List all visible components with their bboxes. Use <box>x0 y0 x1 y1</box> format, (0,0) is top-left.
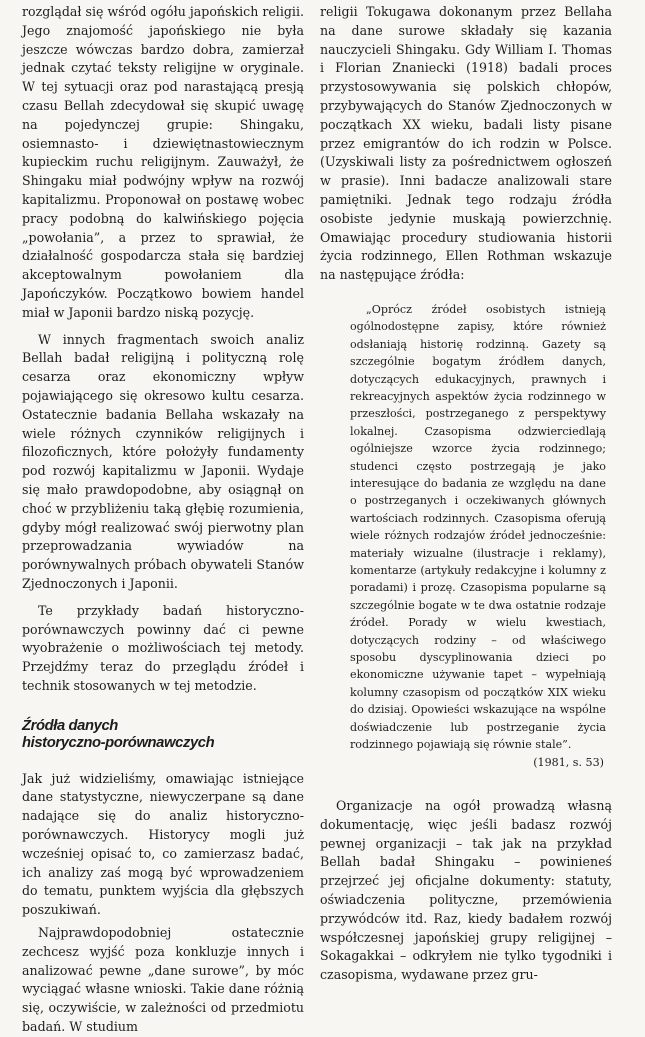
right-paragraph-1: religii Tokugawa dokonanym przez Bellaha na dane surowe składały się kazania nauczycieli Shingaku. Gdy William I. Thomas i Florian Znaniecki (1918) badali proces przystosowywania się polskich chłopów, przybywających do Stanów Zjednoczonych w początkach XX wieku, badali listy pisane przez emigrantów do ich rodzin w Polsce. (Uzyskiwali listy za pośrednictwem ogłoszeń w prasie). Inni badacze analizowali stare pamiętniki. Jednak tego rodzaju źródła osobiste jedynie muskają powierzchnię. Omawiając procedury studiowania historii życia rodzinnego, Ellen Rothman wskazuje na następujące źródła: <box>320 4 612 283</box>
left-paragraph-4: Jak już widzieliśmy, omawiając istniejące dane statystyczne, niewyczerpane są dane nadające się do analiz historyczno-porównawczych. Historycy mogli już wcześniej opisać to, co zamierzasz badać, ich analizy zaś mogą być wprowadzeniem do tematu, punktem wyjścia dla głębszych poszukiwań. <box>22 770 304 918</box>
quote-citation: (1981, s. 53) <box>533 755 604 769</box>
section-heading-line-1: Źródła danych <box>22 717 118 734</box>
left-paragraph-2: W innych fragmentach swoich analiz Bellah badał religijną i polityczną rolę cesarza oraz ekonomiczny wpływ pojawiającego się okresowo kultu cesarza. Ostatecznie badania Bellaha wskazały na wiele różnych czynników religijnych i filozoficznych, które położyły fundamenty pod rozwój kapitalizmu w Japonii. Wydaje się mało prawdopodobne, aby osiągnął on choć w przybliżeniu taką głębię rozumienia, gdyby mógł realizować swój pierwotny plan przeprowadzania wywiadów na porównywalnych próbach obywateli Stanów Zjednoczonych i Japonii. <box>22 331 304 591</box>
left-paragraph-3: Te przykłady badań historyczno-porównawczych powinny dać ci pewne wyobrażenie o możliwościach tej metody. Przejdźmy teraz do przeglądu źródeł i technik stosowanych w tej metodzie. <box>22 602 304 693</box>
left-paragraph-5: Najprawdopodobniej ostatecznie zechcesz wyjść poza konkluzje innych i analizować pewne „dane surowe”, by móc wyciągać własne wnioski. Takie dane różnią się, oczywiście, w zależności od przedmiotu badań. W studium <box>22 925 304 1035</box>
left-paragraph-1: rozglądał się wśród ogółu japońskich religii. Jego znajomość japońskiego nie była jeszcze wówczas bardzo dobra, zamierzał jednak czytać teksty religijne w oryginale. W tej sytuacji oraz pod narastającą presją czasu Bellah zdecydował się skupić uwagę na pojedynczej grupie: Shingaku, osiemnasto- i dziewiętnastowiecznym kupieckim ruchu religijnym. Zauważył, że Shingaku miał podwójny wpływ na rozwój kapitalizmu. Proponował on postawę wobec pracy podobną do kalwińskiego pojęcia „powołania”, a przez to sprawiał, że działalność gospodarcza stała się bardziej akceptowalnym powołaniem dla Japończyków. Początkowo bowiem handel miał w Japonii bardzo niską pozycję. <box>22 4 304 320</box>
right-column <box>320 0 612 985</box>
left-column <box>22 0 304 1037</box>
right-paragraph-2: Organizacje na ogół prowadzą własną dokumentację, więc jeśli badasz rozwój pewnej organizacji – tak jak na przykład Bellah badał Shingaku – powinieneś przejrzeć jej oficjalne dokumenty: statuty, oświadczenia polityczne, przemówienia przywódców itd. Raz, kiedy badałem rozwój współczesnej japońskiej grupy religijnej – Sokagakkai – odkryłem nie tylko tygodniki i czasopisma, wydawane przez gru- <box>320 797 612 983</box>
quote-text: „Oprócz źródeł osobistych istnieją ogólnodostępne zapisy, które również odsłaniają historię rodzinną. Gazety są szczególnie bogatym źródłem danych, dotyczących edukacyjnych, prawnych i rekreacyjnych aspektów życia rodzinnego w przeszłości, postrzeganego z perspektywy lokalnej. Czasopisma odzwierciedlają ogólniejsze wzorce życia rodzinnego; studenci często postrzegają je jako interesujące do badania ze względu na dane o postrzeganych i oczekiwanych głównych wartościach rodzinnych. Czasopisma oferują wiele różnych rodzajów źródeł jednocześnie: materiały wizualne (ilustracje i reklamy), komentarze (artykuły redakcyjne i kolumny z poradami) i prozę. Czasopisma popularne są szczególnie bogate w te dwa ostatnie rodzaje źródeł. Porady w wielu kwestiach, dotyczących rodziny – od właściwego sposobu dyscyplinowania dzieci po ekonomiczne używanie tapet – wypełniają kolumny czasopism od początków XIX wieku do dzisiaj. Opowieści wskazujące na wspólne doświadczenie lub postrzeganie życia rodzinnego pojawiają się równie stale”. <box>350 302 606 752</box>
section-heading <box>22 718 304 752</box>
block-quote <box>320 301 612 771</box>
section-heading-line-2: historyczno-porównawczych <box>22 734 215 751</box>
